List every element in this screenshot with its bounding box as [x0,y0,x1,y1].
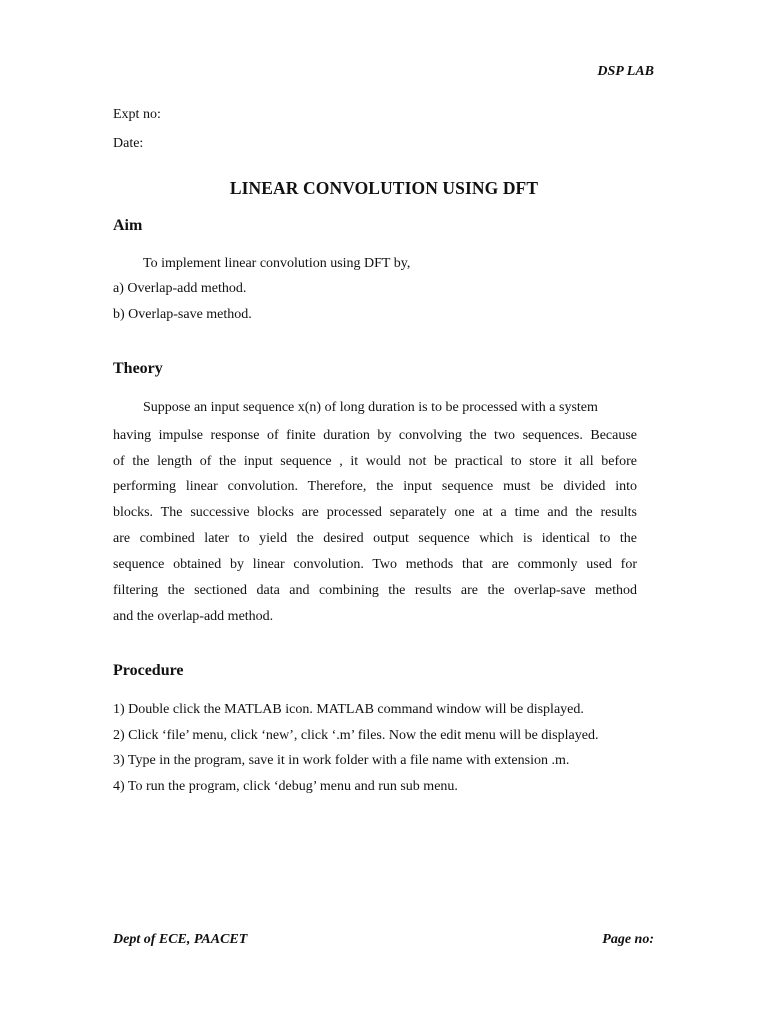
theory-line: of the length of the input sequence , it would not be practical to store it all before [113,454,637,469]
theory-line: having impulse response of finite duration by convolving the two sequences. Because [113,428,637,443]
aim-line: a) Overlap-add method. [113,281,247,296]
date-label: Date: [113,136,144,151]
theory-line: are combined later to yield the desired output sequence which is identical to the [113,531,637,546]
procedure-heading: Procedure [113,662,184,679]
theory-line: and the overlap-add method. [113,609,274,624]
page-number-label: Page no: [602,932,654,947]
procedure-step: 2) Click ‘file’ menu, click ‘new’, click ‘.m’ files. Now the edit menu will be displayed. [113,728,599,743]
theory-heading: Theory [113,360,163,377]
expt-no-label: Expt no: [113,107,161,122]
procedure-step: 1) Double click the MATLAB icon. MATLAB command window will be displayed. [113,702,584,717]
theory-line: Suppose an input sequence x(n) of long duration is to be processed with a system [143,400,598,415]
procedure-step: 3) Type in the program, save it in work folder with a file name with extension .m. [113,753,570,768]
aim-line: To implement linear convolution using DFT by, [143,256,411,271]
theory-line: blocks. The successive blocks are processed separately one at a time and the results [113,505,637,520]
department-footer: Dept of ECE, PAACET [113,932,248,947]
document-title: LINEAR CONVOLUTION USING DFT [229,178,539,198]
theory-line: performing linear convolution. Therefore, the input sequence must be divided into [113,479,637,494]
procedure-step: 4) To run the program, click ‘debug’ menu and run sub menu. [113,779,458,794]
theory-line: sequence obtained by linear convolution. Two methods that are commonly used for [113,557,637,572]
aim-line: b) Overlap-save method. [113,307,252,322]
aim-heading: Aim [113,217,143,234]
lab-name-header: DSP LAB [597,64,654,79]
theory-line: filtering the sectioned data and combining the results are the overlap-save method [113,583,637,598]
